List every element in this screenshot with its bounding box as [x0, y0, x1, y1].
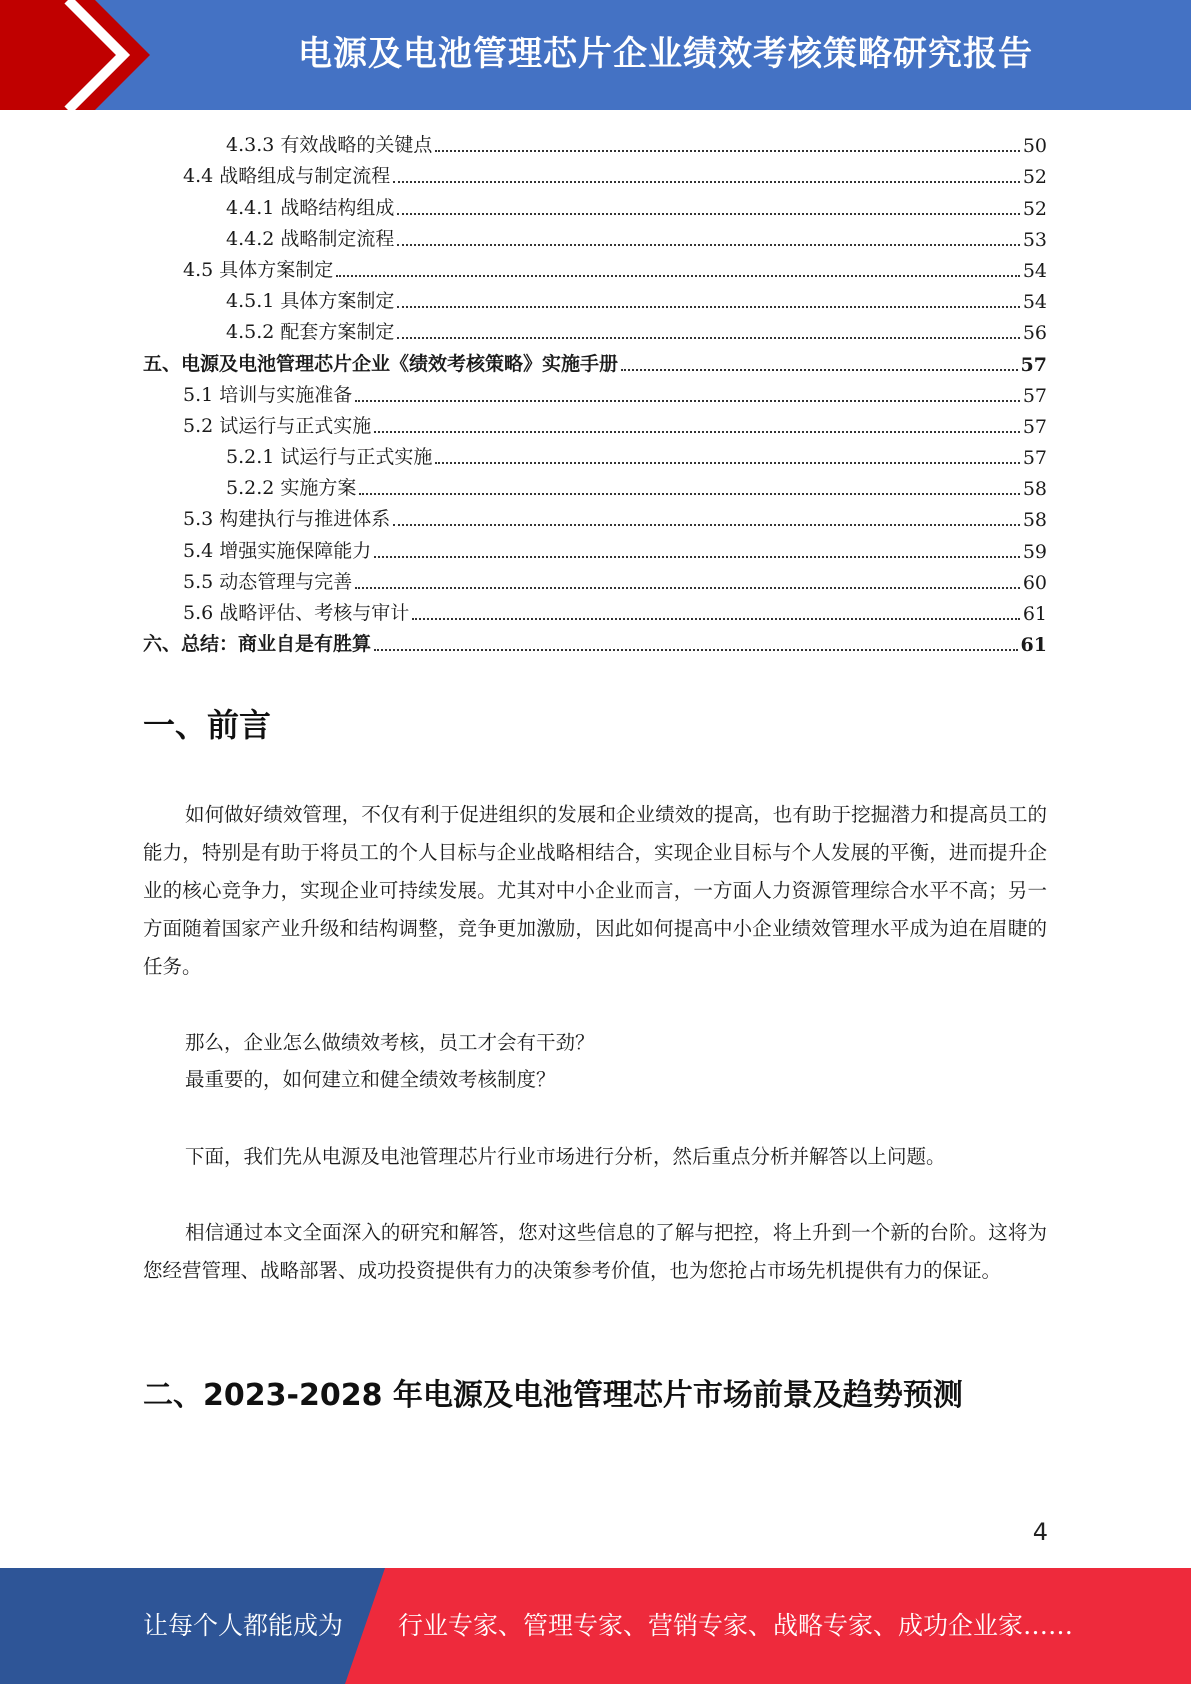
toc-dot-leader [374, 431, 1020, 433]
toc-dot-leader [374, 556, 1020, 558]
toc-entry-page: 57 [1022, 415, 1047, 438]
toc-entry-page: 54 [1022, 259, 1047, 282]
toc-dot-leader [393, 524, 1020, 526]
toc-entry[interactable] [143, 596, 1047, 627]
toc-entry[interactable] [143, 284, 1047, 315]
toc-dot-leader [355, 587, 1020, 589]
toc-entry[interactable] [143, 128, 1047, 159]
toc-dot-leader [355, 400, 1020, 402]
toc-entry[interactable] [143, 440, 1047, 471]
page-number: 4 [1032, 1518, 1048, 1546]
table-of-contents [143, 128, 1047, 658]
toc-entry-title: 5.4 增强实施保障能力 [183, 539, 372, 562]
toc-entry[interactable] [143, 315, 1047, 346]
toc-entry-title: 4.5.2 配套方案制定 [226, 321, 395, 344]
toc-entry-page: 54 [1022, 291, 1047, 314]
body-paragraph: 最重要的，如何建立和健全绩效考核制度？ [185, 1068, 556, 1091]
body-paragraph: 相信通过本文全面深入的研究和解答，您对这些信息的了解与把控，将上升到一个新的台阶。这将为您经营管理、战略部署、成功投资提供有力的决策参考价值，也为您抢占市场先机提供有力的保证。 [143, 1221, 1047, 1282]
footer-slogan-left: 让每个人都能成为 [143, 1611, 344, 1640]
toc-dot-leader [397, 213, 1019, 215]
toc-entry-page: 57 [1022, 447, 1047, 470]
toc-entry-title: 4.4 战略组成与制定流程 [183, 165, 391, 188]
toc-entry-title: 5.2.2 实施方案 [226, 477, 357, 500]
toc-entry[interactable] [143, 378, 1047, 409]
toc-entry-title: 5.3 构建执行与推进体系 [183, 508, 391, 531]
body-paragraph: 如何做好绩效管理，不仅有利于促进组织的发展和企业绩效的提高，也有助于挖掘潜力和提高员工的能力，特别是有助于将员工的个人目标与企业战略相结合，实现企业目标与个人发展的平衡，进而提升企业的核心竞争力，实现企业可持续发展。尤其对中小企业而言，一方面人力资源管理综合水平不高；另一方面随着国家产业升级和结构调整，竞争更加激励，因此如何提高中小企业绩效管理水平成为迫在眉睫的任务。 [143, 803, 1047, 978]
section-heading-market-forecast: 二、2023-2028 年电源及电池管理芯片市场前景及趋势预测 [143, 1378, 963, 1413]
toc-entry-title: 5.2 试运行与正式实施 [183, 414, 372, 437]
toc-dot-leader [412, 618, 1020, 620]
toc-entry-page: 53 [1022, 228, 1047, 251]
toc-entry-title: 5.2.1 试运行与正式实施 [226, 446, 433, 469]
toc-entry-title: 4.5 具体方案制定 [183, 258, 334, 281]
page-footer [0, 1568, 1191, 1684]
toc-entry[interactable] [143, 253, 1047, 284]
toc-entry-title: 4.5.1 具体方案制定 [226, 290, 395, 313]
toc-entry-page: 58 [1022, 478, 1047, 501]
toc-entry[interactable] [143, 502, 1047, 533]
toc-dot-leader [435, 462, 1019, 464]
toc-entry[interactable] [143, 159, 1047, 190]
toc-entry-title: 4.4.2 战略制定流程 [226, 227, 395, 250]
toc-entry-page: 52 [1022, 166, 1047, 189]
toc-entry-title: 六、总结：商业自是有胜算 [143, 633, 372, 656]
toc-entry[interactable] [143, 471, 1047, 502]
toc-dot-leader [621, 369, 1018, 371]
toc-entry-title: 4.4.1 战略结构组成 [226, 196, 395, 219]
toc-entry-page: 52 [1022, 197, 1047, 220]
toc-entry-page: 57 [1020, 353, 1047, 376]
toc-entry[interactable] [143, 346, 1047, 377]
toc-dot-leader [397, 306, 1019, 308]
toc-dot-leader [336, 275, 1020, 277]
toc-entry-page: 58 [1022, 509, 1047, 532]
footer-slogan-right: 行业专家、管理专家、营销专家、战略专家、成功企业家…… [398, 1611, 1074, 1640]
toc-entry-page: 57 [1022, 384, 1047, 407]
toc-entry[interactable] [143, 190, 1047, 221]
toc-entry-title: 5.1 培训与实施准备 [183, 383, 353, 406]
toc-dot-leader [397, 337, 1019, 339]
toc-entry-title: 5.6 战略评估、考核与审计 [183, 602, 410, 624]
toc-entry-title: 5.5 动态管理与完善 [183, 570, 353, 593]
toc-entry-page: 61 [1020, 634, 1047, 657]
body-paragraph: 那么，企业怎么做绩效考核，员工才会有干劲？ [185, 1031, 595, 1054]
toc-entry-page: 50 [1022, 135, 1047, 158]
chevron-right-icon [0, 0, 150, 110]
page-header [0, 0, 1191, 110]
toc-entry[interactable] [143, 409, 1047, 440]
toc-entry-page: 60 [1022, 571, 1047, 594]
body-paragraph: 下面，我们先从电源及电池管理芯片行业市场进行分析，然后重点分析并解答以上问题。 [185, 1145, 946, 1168]
toc-entry-title: 4.3.3 有效战略的关键点 [226, 134, 433, 157]
toc-dot-leader [393, 181, 1020, 183]
toc-entry-page: 61 [1022, 603, 1047, 625]
toc-entry[interactable] [143, 533, 1047, 564]
toc-dot-leader [374, 649, 1018, 651]
toc-entry[interactable] [143, 627, 1047, 658]
toc-dot-leader [435, 150, 1019, 152]
toc-entry-page: 59 [1022, 540, 1047, 563]
header-title: 电源及电池管理芯片企业绩效考核策略研究报告 [298, 34, 1033, 74]
toc-dot-leader [397, 244, 1019, 246]
toc-entry[interactable] [143, 565, 1047, 596]
toc-entry-title: 五、电源及电池管理芯片企业《绩效考核策略》实施手册 [143, 352, 619, 375]
toc-dot-leader [359, 493, 1019, 495]
section-heading-preface: 一、前言 [143, 706, 272, 744]
toc-entry-page: 56 [1022, 322, 1047, 345]
toc-entry[interactable] [143, 222, 1047, 253]
